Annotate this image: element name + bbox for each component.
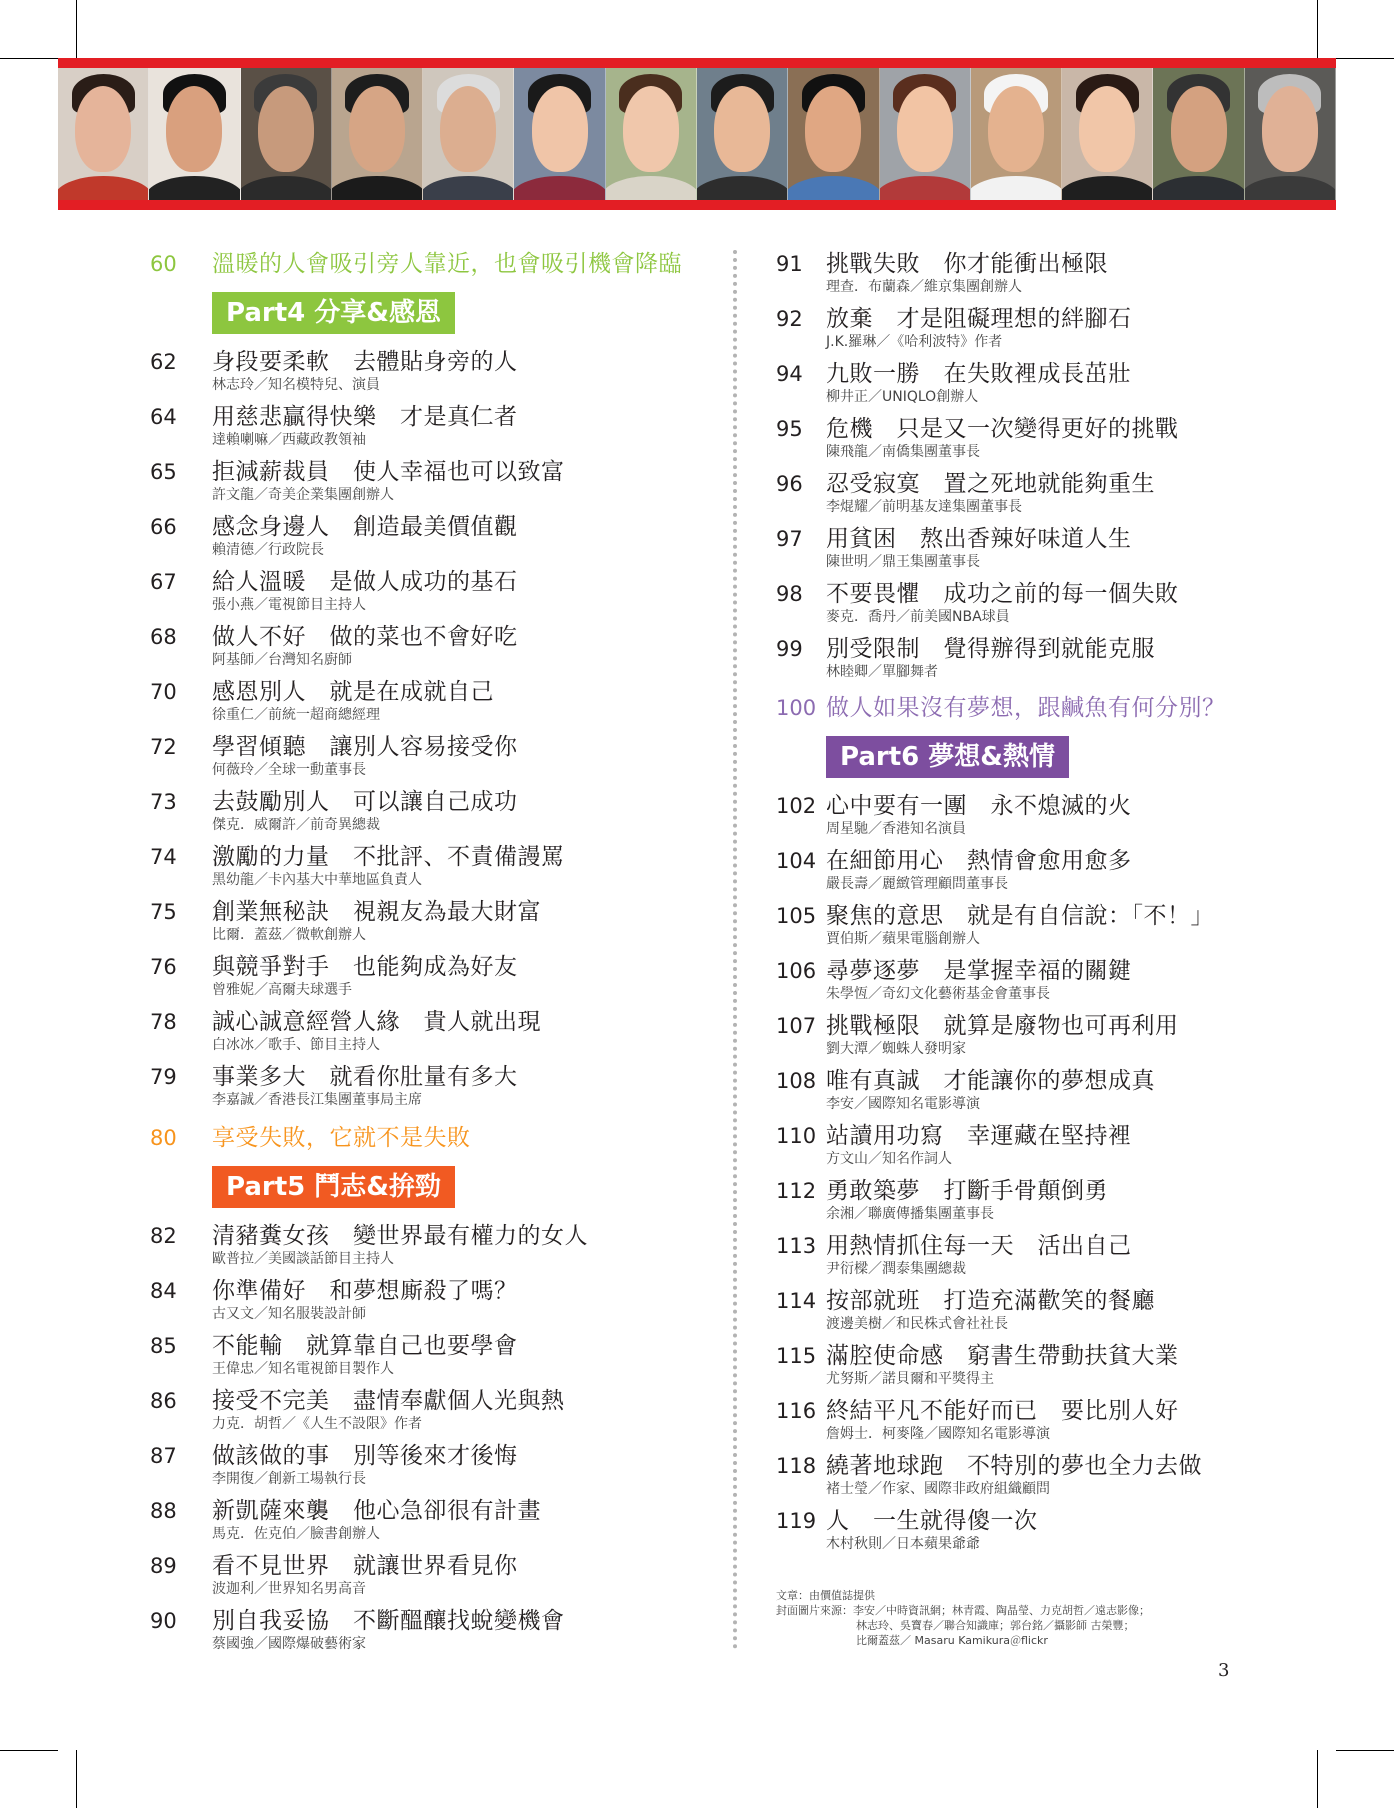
toc-page-number: 114 [776,1289,817,1313]
toc-byline: 李安／國際知名電影導演 [826,1096,980,1112]
credits-line: 封面圖片來源：李安／中時資訊網；林青霞、陶晶瑩、力克胡哲／遠志影像； [776,1604,1150,1617]
toc-byline: 褚士瑩／作家、國際非政府組織顧問 [826,1481,1050,1497]
toc-entry[interactable] [760,1452,1320,1507]
toc-page-number: 70 [150,680,177,704]
toc-list-part6 [760,792,1320,1562]
toc-byline: 陳飛龍／南僑集團董事長 [826,444,980,460]
toc-byline: 張小燕／電視節目主持人 [212,597,366,613]
section-intro-title: 溫暖的人會吸引旁人靠近，也會吸引機會降臨 [212,251,682,277]
toc-title: 你準備好 和夢想廝殺了嗎？ [212,1278,518,1304]
portrait-photo [514,68,605,200]
page-number: 3 [1218,1660,1230,1681]
toc-entry[interactable] [150,513,720,568]
toc-page-number: 119 [776,1509,817,1533]
toc-page-number: 110 [776,1124,817,1148]
toc-byline: 馬克．佐克伯／臉書創辦人 [212,1526,380,1542]
toc-title: 看不見世界 就讓世界看見你 [212,1553,518,1579]
toc-title: 給人溫暖 是做人成功的基石 [212,569,518,595]
toc-title: 別受限制 覺得辦得到就能克服 [826,636,1155,662]
toc-page-number: 115 [776,1344,817,1368]
crop-mark [76,0,77,58]
toc-page-number: 68 [150,625,177,649]
toc-byline: 麥克．喬丹／前美國NBA球員 [826,609,1010,625]
toc-entry[interactable] [760,1177,1320,1232]
toc-entry[interactable] [760,847,1320,902]
toc-page-number: 97 [776,527,803,551]
toc-page-number: 94 [776,362,803,386]
toc-page-number: 107 [776,1014,817,1038]
toc-entry[interactable] [760,1342,1320,1397]
toc-entry[interactable] [760,1287,1320,1342]
toc-page-number: 72 [150,735,177,759]
toc-byline: 朱學恆／奇幻文化藝術基金會董事長 [826,986,1050,1002]
part5-label: Part5 鬥志&拚勁 [212,1166,455,1208]
toc-title: 身段要柔軟 去體貼身旁的人 [212,349,518,375]
toc-title: 聚焦的意思 就是有自信說：「不！」 [826,903,1214,929]
toc-list-part5-cont [760,250,1320,690]
toc-byline: 徐重仁／前統一超商總經理 [212,707,380,723]
toc-title: 放棄 才是阻礙理想的絆腳石 [826,306,1132,332]
toc-page-number: 105 [776,904,817,928]
toc-page-number: 108 [776,1069,817,1093]
portrait-photo [606,68,697,200]
toc-entry[interactable] [760,902,1320,957]
toc-title: 九敗一勝 在失敗裡成長茁壯 [826,361,1132,387]
toc-byline: 余湘／聯廣傳播集團董事長 [826,1206,994,1222]
toc-page-number: 96 [776,472,803,496]
portrait-photo [1153,68,1244,200]
toc-byline: 黑幼龍／卡內基大中華地區負責人 [212,872,422,888]
toc-byline: 林志玲／知名模特兒、演員 [212,377,380,393]
part-heading [150,1166,720,1208]
portrait-photo [241,68,332,200]
toc-column-right [760,250,1320,1562]
toc-entry[interactable] [150,1332,720,1387]
toc-title: 創業無秘訣 視親友為最大財富 [212,899,541,925]
toc-page-number: 76 [150,955,177,979]
toc-entry[interactable] [150,1008,720,1063]
toc-entry[interactable] [150,1387,720,1442]
toc-title: 事業多大 就看你肚量有多大 [212,1064,518,1090]
toc-byline: 詹姆士．柯麥隆／國際知名電影導演 [826,1426,1050,1442]
section-intro-part5 [150,1124,720,1166]
toc-entry[interactable] [760,360,1320,415]
toc-title: 在細節用心 熱情會愈用愈多 [826,848,1132,874]
section-intro-part4 [150,250,720,292]
toc-title: 誠心誠意經營人緣 貴人就出現 [212,1009,541,1035]
toc-page-number: 95 [776,417,803,441]
toc-title: 危機 只是又一次變得更好的挑戰 [826,416,1179,442]
crop-mark [76,1750,77,1808]
portrait-photo [1062,68,1153,200]
toc-byline: 林睦卿／單腳舞者 [826,664,938,680]
toc-title: 用貧困 熬出香辣好味道人生 [826,526,1132,552]
toc-title: 繞著地球跑 不特別的夢也全力去做 [826,1453,1202,1479]
toc-byline: 曾雅妮／高爾夫球選手 [212,982,352,998]
crop-mark [1336,1750,1394,1751]
portrait-photo [332,68,423,200]
page-number-ref: 100 [776,696,817,720]
page-number-ref: 80 [150,1126,177,1150]
credits-line: 林志玲、吳寶春／聯合知識庫；郭台銘／攝影師 古榮豐； [856,1619,1135,1632]
toc-page-number: 78 [150,1010,177,1034]
toc-entry[interactable] [760,792,1320,847]
toc-page-number: 104 [776,849,817,873]
portrait-photo [1245,68,1336,200]
toc-byline: 賴清德／行政院長 [212,542,324,558]
toc-title: 做人不好 做的菜也不會好吃 [212,624,518,650]
portrait-photo [58,68,149,200]
toc-byline: 周星馳／香港知名演員 [826,821,966,837]
toc-entry[interactable] [150,623,720,678]
toc-byline: 嚴長壽／麗緻管理顧問董事長 [826,876,1008,892]
toc-title: 接受不完美 盡情奉獻個人光與熱 [212,1388,565,1414]
toc-title: 唯有真誠 才能讓你的夢想成真 [826,1068,1155,1094]
toc-entry[interactable] [760,305,1320,360]
toc-page-number: 113 [776,1234,817,1258]
toc-title: 不能輸 就算靠自己也要學會 [212,1333,518,1359]
toc-title: 站讀用功寫 幸運藏在堅持裡 [826,1123,1132,1149]
part-heading [150,292,720,334]
toc-list-part4 [150,348,720,1118]
toc-title: 激勵的力量 不批評、不責備謾罵 [212,844,565,870]
portrait-photo [971,68,1062,200]
toc-title: 勇敢築夢 打斷手骨顛倒勇 [826,1178,1108,1204]
credits-line: 比爾蓋茲／ Masaru Kamikura＠flickr [856,1634,1048,1647]
toc-title: 感恩別人 就是在成就自己 [212,679,494,705]
crop-mark [0,58,58,59]
toc-entry[interactable] [150,348,720,403]
toc-entry[interactable] [150,1442,720,1497]
crop-mark [1317,0,1318,58]
section-intro-title: 做人如果沒有夢想，跟鹹魚有何分別？ [826,695,1226,721]
toc-byline: 理查．布蘭森／維京集團創辦人 [826,279,1022,295]
toc-byline: 阿基師／台灣知名廚師 [212,652,352,668]
toc-title: 終結平凡不能好而已 要比別人好 [826,1398,1179,1424]
toc-title: 用慈悲贏得快樂 才是真仁者 [212,404,518,430]
toc-page-number: 65 [150,460,177,484]
part-heading [760,736,1320,778]
credits-line: 文章：由價值誌提供 [776,1589,875,1602]
toc-title: 學習傾聽 讓別人容易接受你 [212,734,518,760]
toc-entry[interactable] [760,415,1320,470]
crop-mark [1336,58,1394,59]
toc-page-number: 88 [150,1499,177,1523]
toc-page-number: 106 [776,959,817,983]
toc-title: 別自我妥協 不斷醞釀找蛻變機會 [212,1608,565,1634]
crop-mark [1317,1750,1318,1808]
part4-label: Part4 分享&感恩 [212,292,455,334]
toc-title: 清豬糞女孩 變世界最有權力的女人 [212,1223,588,1249]
toc-title: 挑戰極限 就算是廢物也可再利用 [826,1013,1179,1039]
toc-entry[interactable] [150,733,720,788]
toc-title: 心中要有一團 永不熄滅的火 [826,793,1132,819]
toc-title: 滿腔使命感 窮書生帶動扶貧大業 [826,1343,1179,1369]
toc-byline: 木村秋則／日本蘋果爺爺 [826,1536,980,1552]
section-intro-part6 [760,694,1320,736]
toc-title: 人 一生就得傻一次 [826,1508,1038,1534]
toc-byline: 尤努斯／諾貝爾和平獎得主 [826,1371,994,1387]
toc-byline: 古又文／知名服裝設計師 [212,1306,366,1322]
toc-title: 按部就班 打造充滿歡笑的餐廳 [826,1288,1155,1314]
portrait-photo [880,68,971,200]
toc-entry[interactable] [150,843,720,898]
toc-page-number: 102 [776,794,817,818]
toc-byline: J.K.羅琳／《哈利波特》作者 [826,334,1003,350]
toc-entry[interactable] [150,1277,720,1332]
toc-byline: 達賴喇嘛／西藏政教領袖 [212,432,366,448]
toc-byline: 蔡國強／國際爆破藝術家 [212,1636,366,1652]
toc-title: 用熱情抓住每一天 活出自己 [826,1233,1132,1259]
toc-byline: 陳世明／鼎王集團董事長 [826,554,980,570]
toc-byline: 李開復／創新工場執行長 [212,1471,366,1487]
toc-title: 挑戰失敗 你才能衝出極限 [826,251,1108,277]
toc-page-number: 75 [150,900,177,924]
toc-entry[interactable] [760,1507,1320,1562]
toc-entry[interactable] [760,1232,1320,1287]
toc-entry[interactable] [760,635,1320,690]
toc-page-number: 90 [150,1609,177,1633]
toc-page-number: 67 [150,570,177,594]
portrait-photo [697,68,788,200]
toc-page-number: 79 [150,1065,177,1089]
toc-entry[interactable] [150,1222,720,1277]
toc-page-number: 118 [776,1454,817,1478]
toc-page-number: 112 [776,1179,817,1203]
toc-entry[interactable] [150,403,720,458]
toc-byline: 劉大潭／蜘蛛人發明家 [826,1041,966,1057]
toc-entry[interactable] [150,678,720,733]
toc-page-number: 91 [776,252,803,276]
toc-entry[interactable] [150,898,720,953]
toc-title: 不要畏懼 成功之前的每一個失敗 [826,581,1179,607]
toc-entry[interactable] [760,1122,1320,1177]
toc-title: 與競爭對手 也能夠成為好友 [212,954,518,980]
page-number-ref: 60 [150,252,177,276]
toc-entry[interactable] [150,1607,720,1662]
toc-title: 尋夢逐夢 是掌握幸福的關鍵 [826,958,1132,984]
toc-title: 拒減薪裁員 使人幸福也可以致富 [212,459,565,485]
toc-page-number: 84 [150,1279,177,1303]
toc-entry[interactable] [150,458,720,513]
toc-byline: 白冰冰／歌手、節目主持人 [212,1037,380,1053]
toc-byline: 柳井正／UNIQLO創辦人 [826,389,979,405]
toc-page-number: 66 [150,515,177,539]
toc-entry[interactable] [760,1012,1320,1067]
toc-page-number: 74 [150,845,177,869]
toc-entry[interactable] [150,568,720,623]
toc-page-number: 64 [150,405,177,429]
toc-page-number: 116 [776,1399,817,1423]
toc-page-number: 85 [150,1334,177,1358]
toc-entry[interactable] [760,250,1320,305]
toc-page-number: 98 [776,582,803,606]
toc-byline: 李嘉誠／香港長江集團董事局主席 [212,1092,422,1108]
toc-byline: 李焜耀／前明基友達集團董事長 [826,499,1022,515]
toc-title: 忍受寂寞 置之死地就能夠重生 [826,471,1155,497]
toc-page-number: 82 [150,1224,177,1248]
toc-list-part5 [150,1222,720,1662]
toc-byline: 王偉忠／知名電視節目製作人 [212,1361,394,1377]
portrait-photo [788,68,879,200]
toc-byline: 比爾．蓋茲／微軟創辦人 [212,927,366,943]
portrait-photo [423,68,514,200]
toc-byline: 力克．胡哲／《人生不設限》作者 [212,1416,422,1432]
portrait-photo [149,68,240,200]
part6-label: Part6 夢想&熱情 [826,736,1069,778]
toc-page-number: 99 [776,637,803,661]
toc-title: 感念身邊人 創造最美價值觀 [212,514,518,540]
toc-entry[interactable] [760,470,1320,525]
toc-page-number: 86 [150,1389,177,1413]
toc-entry[interactable] [150,1063,720,1118]
toc-byline: 渡邊美樹／和民株式會社社長 [826,1316,1008,1332]
toc-page-number: 92 [776,307,803,331]
toc-entry[interactable] [150,788,720,843]
toc-byline: 何薇玲／全球一動董事長 [212,762,366,778]
toc-entry[interactable] [760,525,1320,580]
toc-byline: 尹衍樑／潤泰集團總裁 [826,1261,966,1277]
toc-column-left [150,250,720,1662]
toc-title: 做該做的事 別等後來才後悔 [212,1443,518,1469]
toc-byline: 傑克．威爾許／前奇異總裁 [212,817,380,833]
photo-credits [776,1588,1150,1648]
toc-byline: 歐普拉／美國談話節目主持人 [212,1251,394,1267]
toc-title: 新凱薩來襲 他心急卻很有計畫 [212,1498,541,1524]
toc-entry[interactable] [760,580,1320,635]
header-photo-strip [58,68,1336,200]
toc-page-number: 62 [150,350,177,374]
toc-page-number: 87 [150,1444,177,1468]
toc-page-number: 89 [150,1554,177,1578]
toc-entry[interactable] [150,1552,720,1607]
toc-page-number: 73 [150,790,177,814]
toc-title: 去鼓勵別人 可以讓自己成功 [212,789,518,815]
column-divider [733,250,737,1650]
toc-byline: 波迦利／世界知名男高音 [212,1581,366,1597]
crop-mark [0,1750,58,1751]
toc-byline: 許文龍／奇美企業集團創辦人 [212,487,394,503]
toc-entry[interactable] [760,957,1320,1012]
toc-entry[interactable] [760,1067,1320,1122]
toc-entry[interactable] [760,1397,1320,1452]
toc-byline: 賈伯斯／蘋果電腦創辦人 [826,931,980,947]
toc-entry[interactable] [150,1497,720,1552]
section-intro-title: 享受失敗，它就不是失敗 [212,1125,471,1151]
toc-entry[interactable] [150,953,720,1008]
toc-byline: 方文山／知名作詞人 [826,1151,952,1167]
